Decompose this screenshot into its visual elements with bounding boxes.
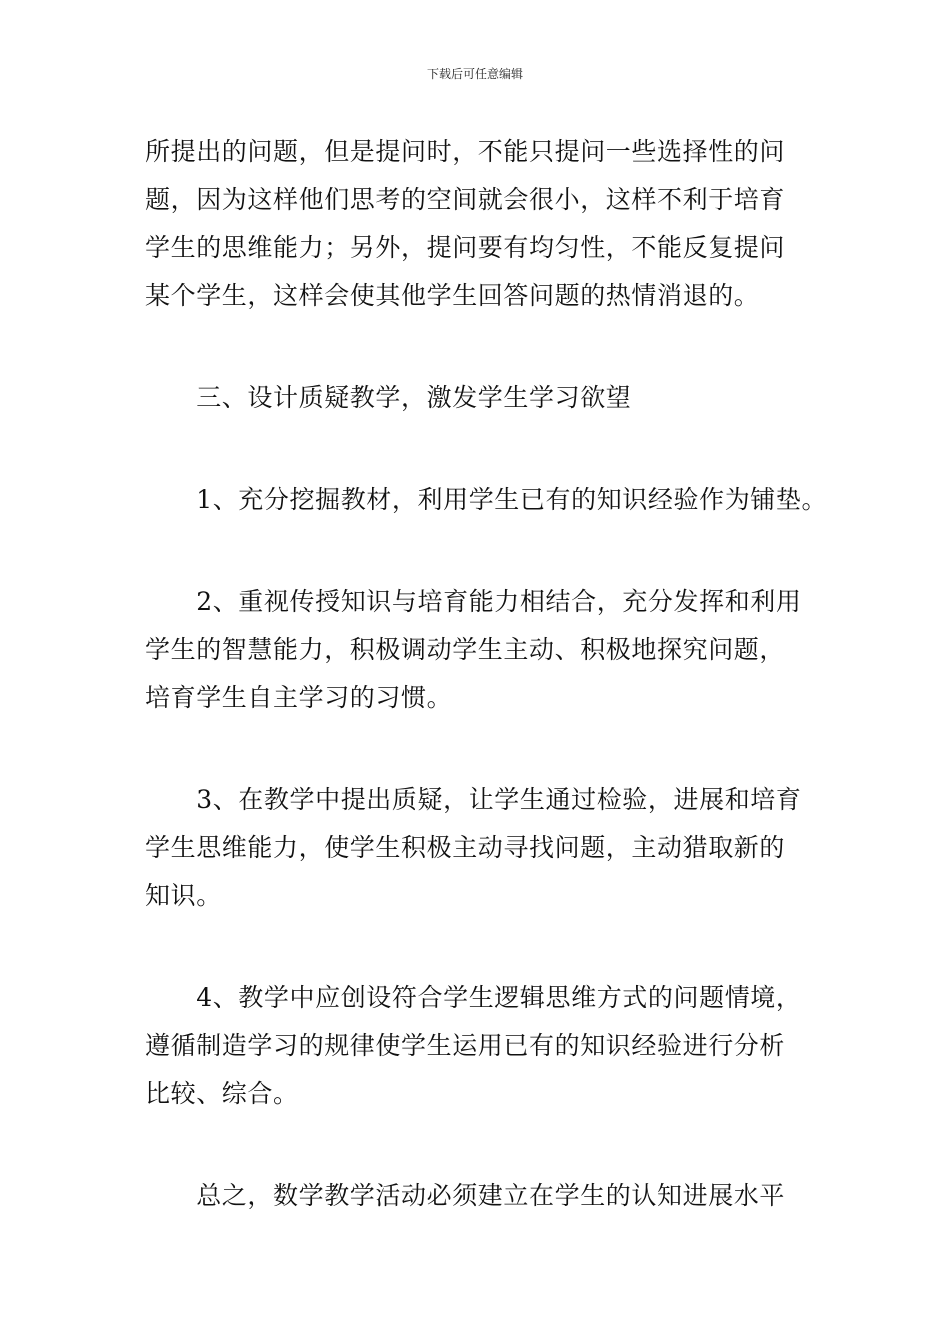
- text-line: 学生思维能力，使学生积极主动寻找问题，主动猎取新的: [145, 833, 786, 862]
- text-line: 某个学生，这样会使其他学生回答问题的热情消退的。: [145, 281, 760, 310]
- paragraph-gap: [145, 920, 825, 974]
- text-line: 比较、综合。: [145, 1079, 299, 1108]
- page-header: 下载后可任意编辑: [426, 67, 523, 81]
- list-item-1: [145, 476, 828, 524]
- document-body: [145, 128, 828, 1220]
- paragraph-summary: [145, 1172, 825, 1220]
- text-line: 学生的思维能力；另外，提问要有均匀性，不能反复提问: [145, 233, 786, 262]
- paragraph-gap: [145, 1118, 825, 1172]
- text-line: 三、设计质疑教学，激发学生学习欲望: [145, 383, 632, 412]
- list-item-4: [145, 974, 825, 1118]
- list-item-3: [145, 776, 825, 920]
- list-item-2: [145, 578, 825, 722]
- text-line: 学生的智慧能力，积极调动学生主动、积极地探究问题，: [145, 635, 786, 664]
- paragraph-gap: [145, 422, 825, 476]
- text-line: 总之，数学教学活动必须建立在学生的认知进展水平: [145, 1181, 786, 1210]
- text-line: 2、重视传授知识与培育能力相结合，充分发挥和利用: [145, 587, 802, 616]
- paragraph-questioning: [145, 128, 825, 320]
- paragraph-gap: [145, 524, 825, 578]
- text-line: 题，因为这样他们思考的空间就会很小，这样不利于培育: [145, 185, 786, 214]
- text-line: 遵循制造学习的规律使学生运用已有的知识经验进行分析: [145, 1031, 786, 1060]
- text-line: 培育学生自主学习的习惯。: [145, 683, 453, 712]
- text-line: 3、在教学中提出质疑，让学生通过检验，进展和培育: [145, 785, 802, 814]
- text-line: 知识。: [145, 881, 222, 910]
- text-line: 所提出的问题，但是提问时，不能只提问一些选择性的问: [145, 137, 786, 166]
- section-heading-3: [145, 374, 825, 422]
- paragraph-gap: [145, 320, 825, 374]
- text-line: 1、充分挖掘教材，利用学生已有的知识经验作为铺垫。: [145, 485, 828, 514]
- paragraph-gap: [145, 722, 825, 776]
- text-line: 4、教学中应创设符合学生逻辑思维方式的问题情境，: [145, 983, 802, 1012]
